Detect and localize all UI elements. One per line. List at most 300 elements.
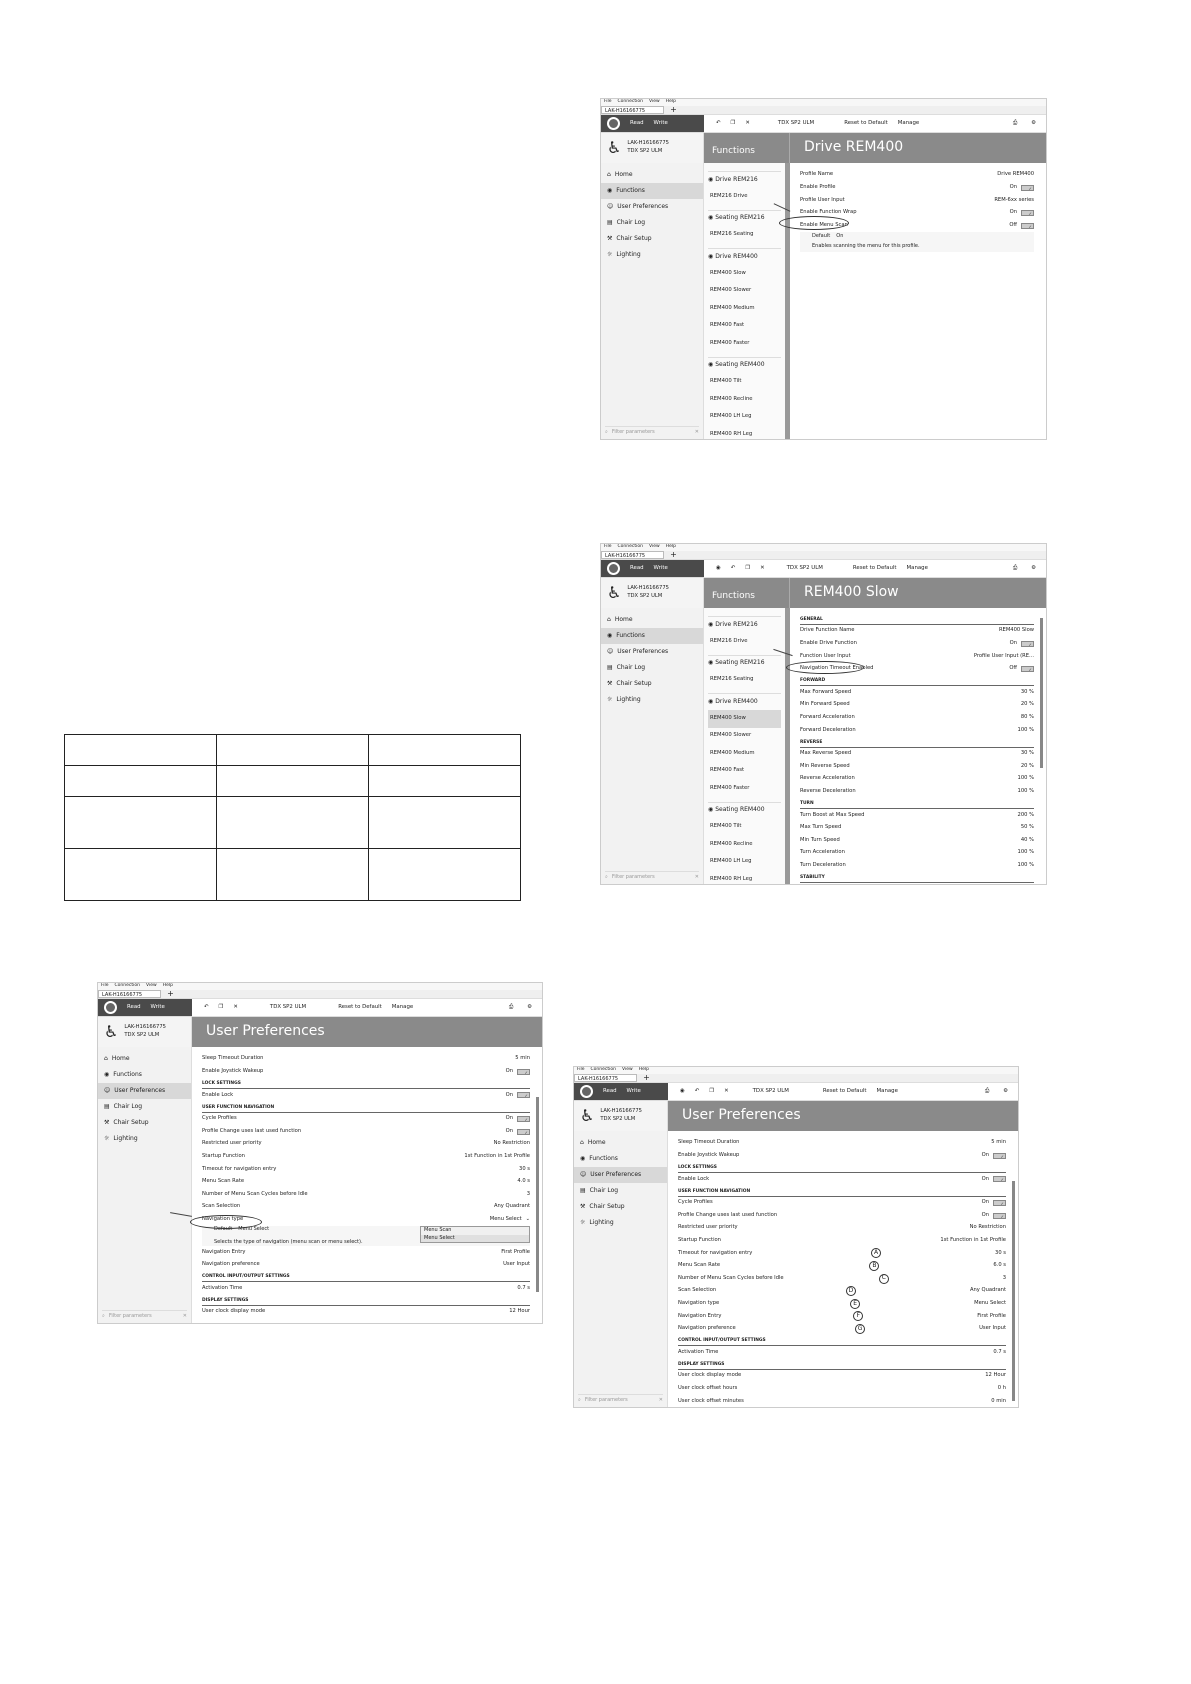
- param-label: User clock display mode: [202, 1308, 266, 1315]
- default-info: [800, 232, 1034, 242]
- scrollbar[interactable]: [1040, 618, 1043, 768]
- param-value-group: [1009, 223, 1034, 229]
- settings-icon[interactable]: ⚙: [1003, 1087, 1008, 1094]
- clear-icon[interactable]: ✕: [694, 873, 699, 880]
- tree-group-drive-rem400[interactable]: [708, 248, 781, 265]
- param-value: 0 min: [991, 1397, 1006, 1404]
- param-row-startup-function[interactable]: [678, 1235, 1006, 1248]
- settings-icon[interactable]: ⚙: [1031, 564, 1036, 571]
- nav-functions[interactable]: [98, 1067, 191, 1083]
- functions-header: Functions: [704, 578, 790, 608]
- section-header: LOCK SETTINGS: [678, 1162, 1006, 1173]
- nav-label: Functions: [589, 1154, 618, 1162]
- toggle-checkbox[interactable]: ✓: [993, 1176, 1006, 1182]
- menu-connection[interactable]: Connection: [590, 1067, 616, 1073]
- nav-label: User Preferences: [617, 202, 669, 210]
- param-row-enable-drive-function[interactable]: [800, 638, 1034, 651]
- table-cell: [217, 797, 369, 849]
- device-tab-row: [98, 990, 542, 999]
- filter-input[interactable]: [578, 1394, 663, 1404]
- nav-home[interactable]: [601, 612, 703, 628]
- param-row-activation-time[interactable]: [678, 1346, 1006, 1359]
- toggle-checkbox[interactable]: ✓: [1021, 185, 1034, 191]
- functions-icon: ◉: [104, 1070, 110, 1078]
- param-row-enable-profile[interactable]: [800, 182, 1034, 195]
- param-label: Turn Deceleration: [800, 861, 846, 868]
- write-button[interactable]: Write: [653, 119, 668, 126]
- menu-help[interactable]: Help: [665, 99, 676, 105]
- param-label: Reverse Deceleration: [800, 787, 856, 794]
- copy-icon[interactable]: ❐: [745, 564, 751, 571]
- tree-item-rem400-recline[interactable]: REM400 Recline: [710, 395, 753, 402]
- device-info: [601, 578, 704, 608]
- nav-chair-setup[interactable]: [98, 1115, 191, 1131]
- write-button[interactable]: Write: [626, 1087, 641, 1094]
- toolbar: [98, 999, 542, 1017]
- function-group-icon: ◉: [708, 175, 714, 183]
- param-row-navigation-entry[interactable]: [202, 1246, 530, 1259]
- settings-icon[interactable]: ⚙: [1031, 119, 1036, 126]
- save-icon[interactable]: ⎙: [508, 1003, 514, 1010]
- param-row-profile-change-uses-last-used-function[interactable]: [202, 1125, 530, 1138]
- section-header: USER FUNCTION NAVIGATION: [202, 1102, 530, 1113]
- param-value-group: [1009, 666, 1034, 672]
- toggle-checkbox[interactable]: ✓: [517, 1129, 530, 1135]
- menu-help[interactable]: Help: [162, 983, 173, 989]
- copy-icon[interactable]: ❐: [218, 1003, 224, 1010]
- nav-chair-log[interactable]: [601, 660, 703, 676]
- param-row-startup-function[interactable]: [202, 1151, 530, 1164]
- nav-label: Lighting: [616, 250, 641, 258]
- nav-chair-setup[interactable]: [601, 231, 703, 247]
- param-value: 30 %: [1020, 688, 1034, 695]
- add-tab-icon[interactable]: +: [670, 104, 677, 114]
- param-value-group: [879, 1274, 1006, 1284]
- close-icon[interactable]: ✕: [233, 1003, 238, 1010]
- param-row-navigation-type[interactable]: [678, 1298, 1006, 1311]
- clear-icon[interactable]: ✕: [658, 1396, 663, 1403]
- param-row-forward-acceleration[interactable]: [800, 712, 1034, 725]
- power-icon[interactable]: [580, 1085, 593, 1098]
- toolbar: [601, 115, 1046, 133]
- filter-input[interactable]: [605, 426, 699, 436]
- navigation-type-dropdown-list[interactable]: [420, 1226, 530, 1243]
- search-icon: ⌕: [605, 428, 608, 435]
- menu-bar: [98, 983, 542, 990]
- tree-item-rem216-drive[interactable]: REM216 Drive: [710, 637, 748, 644]
- toggle-checkbox[interactable]: ✓: [993, 1213, 1006, 1219]
- write-button[interactable]: Write: [150, 1003, 165, 1010]
- tree-item-rem400-rh-leg[interactable]: REM400 RH Leg: [710, 430, 753, 437]
- add-tab-icon[interactable]: +: [167, 988, 174, 998]
- nav-functions[interactable]: [601, 628, 703, 644]
- param-row-user-clock-display-mode[interactable]: [202, 1306, 530, 1319]
- param-value-group: [506, 1129, 530, 1135]
- menu-connection[interactable]: Connection: [617, 544, 643, 550]
- device-tab[interactable]: LAK-H16166775: [574, 1074, 637, 1082]
- menu-view[interactable]: View: [146, 983, 157, 989]
- nav-lighting[interactable]: [574, 1215, 667, 1231]
- manage-button[interactable]: Manage: [906, 564, 928, 571]
- nav-label: Home: [111, 1054, 130, 1062]
- nav-label: Lighting: [113, 1134, 138, 1142]
- nav-home[interactable]: [601, 167, 703, 183]
- param-value-group: [997, 172, 1034, 178]
- menu-file[interactable]: File: [101, 983, 109, 989]
- toggle-checkbox[interactable]: ✓: [1021, 210, 1034, 216]
- param-row-scan-selection[interactable]: [678, 1285, 1006, 1298]
- toggle-checkbox[interactable]: ✓: [517, 1116, 530, 1122]
- param-value-group: [1018, 728, 1034, 734]
- manage-button[interactable]: Manage: [897, 119, 920, 126]
- nav-user-preferences[interactable]: [601, 199, 703, 215]
- setup-icon: ⚒: [607, 679, 613, 687]
- param-row-menu-scan-rate[interactable]: [678, 1260, 1006, 1273]
- param-row-restricted-user-priority[interactable]: [202, 1138, 530, 1151]
- table-cell: [369, 735, 521, 766]
- main-body: [98, 1047, 542, 1323]
- nav-functions[interactable]: [601, 183, 703, 199]
- param-row-cycle-profiles[interactable]: [678, 1197, 1006, 1210]
- tree-item-rem216-seating[interactable]: REM216 Seating: [710, 231, 754, 238]
- param-row-enable-lock[interactable]: [678, 1173, 1006, 1186]
- param-row-navigation-preference[interactable]: [678, 1323, 1006, 1336]
- menu-bar: [574, 1067, 1018, 1074]
- settings-icon[interactable]: ⚙: [527, 1003, 532, 1010]
- toggle-checkbox[interactable]: ✓: [517, 1092, 530, 1098]
- device-tab[interactable]: LAK-H16166775: [601, 551, 664, 559]
- param-value-group: [506, 1092, 530, 1098]
- tree-item-rem400-faster[interactable]: REM400 Faster: [710, 784, 750, 791]
- param-value-group: [1010, 210, 1034, 216]
- param-row-cycle-profiles[interactable]: [202, 1113, 530, 1126]
- param-row-drive-function-name[interactable]: [800, 625, 1034, 638]
- clear-icon[interactable]: ✕: [694, 428, 699, 435]
- param-default-info: [202, 1226, 530, 1246]
- nav-label: Chair Log: [616, 218, 646, 226]
- close-icon[interactable]: ✕: [760, 564, 765, 571]
- param-value-group: [517, 1286, 530, 1292]
- param-row-turn-deceleration[interactable]: [800, 860, 1034, 873]
- undo-icon[interactable]: ↶: [204, 1003, 209, 1010]
- param-row-max-turn-speed[interactable]: [800, 822, 1034, 835]
- param-value-group: [991, 1140, 1006, 1146]
- tree-group-drive-rem400[interactable]: [708, 693, 781, 710]
- param-value-group: [974, 654, 1034, 660]
- param-row-max-reverse-speed[interactable]: [800, 748, 1034, 761]
- copy-icon[interactable]: ❐: [709, 1087, 715, 1094]
- nav-user-preferences[interactable]: [98, 1083, 191, 1099]
- default-value: On: [836, 233, 844, 240]
- toggle-checkbox[interactable]: ✓: [993, 1200, 1006, 1206]
- param-row-user-clock-display-mode[interactable]: [678, 1370, 1006, 1383]
- param-value: On: [505, 1091, 513, 1098]
- param-value: 0 h: [997, 1384, 1006, 1391]
- nav-chair-log[interactable]: [98, 1099, 191, 1115]
- param-value-group: [503, 1262, 530, 1268]
- tree-group-seating-rem216[interactable]: [708, 655, 781, 672]
- nav-lighting[interactable]: [98, 1131, 191, 1147]
- power-icon[interactable]: [607, 117, 620, 130]
- reset-default-button[interactable]: Reset to Default: [852, 564, 897, 571]
- blank-table: [64, 734, 521, 901]
- save-icon[interactable]: ⎙: [1012, 564, 1018, 571]
- header-row: [601, 578, 1046, 608]
- param-row-profile-user-input[interactable]: [800, 194, 1034, 207]
- setup-icon: ⚒: [104, 1118, 110, 1126]
- filter-input[interactable]: [605, 871, 699, 881]
- power-icon[interactable]: [104, 1001, 117, 1014]
- nav-chair-log[interactable]: [601, 215, 703, 231]
- nav-label: Functions: [616, 631, 645, 639]
- param-row-profile-change-uses-last-used-function[interactable]: [678, 1209, 1006, 1222]
- device-tab-row: [601, 106, 1046, 115]
- param-value: REM400 Slow: [998, 627, 1034, 634]
- power-icon[interactable]: [607, 562, 620, 575]
- undo-icon[interactable]: ↶: [730, 564, 736, 571]
- param-row-sleep-timeout-duration[interactable]: [678, 1137, 1006, 1150]
- param-label: Timeout for navigation entry: [202, 1165, 277, 1172]
- tree-item-rem400-rh-leg[interactable]: REM400 RH Leg: [710, 875, 753, 882]
- section-header: DISPLAY SETTINGS: [202, 1295, 530, 1306]
- param-row-timeout-for-navigation-entry[interactable]: [202, 1163, 530, 1176]
- menu-view[interactable]: View: [649, 544, 660, 550]
- tree-item-rem400-medium[interactable]: REM400 Medium: [710, 749, 755, 756]
- tree-group-seating-rem216[interactable]: [708, 210, 781, 227]
- param-row-menu-scan-rate[interactable]: [202, 1176, 530, 1189]
- function-group-icon: ◉: [708, 659, 714, 667]
- log-icon: ▤: [607, 218, 613, 226]
- param-row-max-forward-speed[interactable]: [800, 686, 1034, 699]
- undo-icon[interactable]: ↶: [694, 1087, 700, 1094]
- scrollbar[interactable]: [1012, 1181, 1015, 1401]
- tree-item-rem216-seating[interactable]: REM216 Seating: [710, 676, 754, 683]
- param-label: Enable Joystick Wakeup: [202, 1068, 264, 1075]
- param-row-timeout-for-navigation-entry[interactable]: [678, 1247, 1006, 1260]
- nav-home[interactable]: [574, 1135, 667, 1151]
- nav-lighting[interactable]: [601, 692, 703, 708]
- save-icon[interactable]: ⎙: [984, 1087, 990, 1094]
- save-icon[interactable]: ⎙: [1012, 119, 1018, 126]
- param-row-activation-time[interactable]: [202, 1282, 530, 1295]
- default-label: Default: [214, 1225, 233, 1232]
- read-button[interactable]: Read: [127, 1003, 141, 1010]
- toggle-checkbox[interactable]: ✓: [1021, 223, 1034, 229]
- param-row-turn-boost-at-max-speed[interactable]: [800, 809, 1034, 822]
- toggle-checkbox[interactable]: ✓: [993, 1153, 1006, 1159]
- param-value: Off: [1009, 665, 1017, 672]
- tree-item-rem216-drive[interactable]: REM216 Drive: [710, 192, 748, 199]
- tree-item-rem400-slower[interactable]: REM400 Slower: [710, 732, 752, 739]
- home-icon: ⌂: [607, 170, 611, 178]
- param-label: Menu Scan Rate: [678, 1262, 721, 1269]
- menu-help[interactable]: Help: [665, 544, 676, 550]
- nav-user-preferences[interactable]: [601, 644, 703, 660]
- tree-item-rem400-tilt[interactable]: REM400 Tilt: [710, 823, 742, 830]
- param-row-user-clock-offset-minutes[interactable]: [678, 1395, 1006, 1407]
- menu-connection[interactable]: Connection: [114, 983, 140, 989]
- tree-item-rem400-lh-leg[interactable]: REM400 LH Leg: [710, 413, 752, 420]
- menu-view[interactable]: View: [622, 1067, 633, 1073]
- param-label: Timeout for navigation entry: [678, 1249, 753, 1256]
- dropdown-option-menu-scan[interactable]: Menu Scan: [424, 1227, 452, 1234]
- param-value-group: [982, 1153, 1006, 1159]
- toggle-checkbox[interactable]: ✓: [517, 1069, 530, 1075]
- param-value: 0.7 s: [993, 1348, 1006, 1355]
- menu-help[interactable]: Help: [638, 1067, 649, 1073]
- tree-group-drive-rem216[interactable]: [708, 171, 781, 188]
- device-tab[interactable]: LAK-H16166775: [601, 106, 664, 114]
- param-label: Navigation preference: [678, 1325, 736, 1332]
- param-value: 3: [526, 1190, 530, 1197]
- param-value-group: [1018, 776, 1034, 782]
- tree-group-label: Drive REM400: [715, 252, 758, 260]
- nav-chair-setup[interactable]: [601, 676, 703, 692]
- param-value-group: [517, 1179, 530, 1185]
- tree-item-rem400-medium[interactable]: REM400 Medium: [710, 304, 755, 311]
- reset-default-button[interactable]: Reset to Default: [844, 119, 888, 126]
- tree-item-rem400-faster[interactable]: REM400 Faster: [710, 339, 750, 346]
- tree-item-rem400-fast[interactable]: REM400 Fast: [710, 767, 745, 774]
- write-button[interactable]: Write: [653, 564, 668, 571]
- param-row-profile-name[interactable]: [800, 169, 1034, 182]
- param-row-enable-joystick-wakeup[interactable]: [678, 1150, 1006, 1163]
- tree-item-rem400-slow[interactable]: REM400 Slow: [710, 269, 746, 276]
- undo-icon[interactable]: ↶: [716, 119, 721, 126]
- nav-label: User Preferences: [590, 1170, 642, 1178]
- functions-icon: ◉: [607, 186, 613, 194]
- tree-item-rem400-recline[interactable]: REM400 Recline: [710, 840, 753, 847]
- manage-button[interactable]: Manage: [391, 1003, 414, 1010]
- nav-user-preferences[interactable]: [574, 1167, 667, 1183]
- param-value-group: [506, 1069, 530, 1075]
- function-group-icon: ◉: [708, 252, 714, 260]
- nav-chair-setup[interactable]: [574, 1199, 667, 1215]
- param-row-min-reverse-speed[interactable]: [800, 760, 1034, 773]
- manage-button[interactable]: Manage: [876, 1087, 898, 1094]
- param-value: 5 min: [515, 1055, 530, 1062]
- nav-functions[interactable]: [574, 1151, 667, 1167]
- toggle-checkbox[interactable]: ✓: [1021, 666, 1034, 672]
- clear-icon[interactable]: ✕: [182, 1312, 187, 1319]
- param-value: 0.7 s: [517, 1284, 530, 1291]
- param-label: Min Turn Speed: [800, 836, 840, 843]
- param-row-reverse-deceleration[interactable]: [800, 786, 1034, 799]
- param-label: Sleep Timeout Duration: [678, 1139, 740, 1146]
- function-icon[interactable]: ◉: [716, 564, 721, 571]
- menu-view[interactable]: View: [649, 99, 660, 105]
- param-row-user-clock-offset-hours[interactable]: [678, 1383, 1006, 1396]
- function-group-icon: ◉: [708, 806, 714, 814]
- param-row-forward-deceleration[interactable]: [800, 724, 1034, 737]
- tree-item-rem400-tilt[interactable]: REM400 Tilt: [710, 378, 742, 385]
- nav-label: Chair Log: [616, 663, 646, 671]
- menu-file[interactable]: File: [577, 1067, 585, 1073]
- read-button[interactable]: Read: [630, 119, 644, 126]
- menu-connection[interactable]: Connection: [617, 99, 643, 105]
- section-header: TURN: [800, 798, 1034, 809]
- reset-default-button[interactable]: Reset to Default: [822, 1087, 867, 1094]
- add-tab-icon[interactable]: +: [670, 549, 677, 559]
- function-icon[interactable]: ◉: [680, 1087, 685, 1094]
- page-title: REM400 Slow: [790, 578, 1046, 608]
- menu-file[interactable]: File: [604, 99, 612, 105]
- tree-item-rem400-slow[interactable]: REM400 Slow: [708, 710, 781, 728]
- param-row-number-of-menu-scan-cycles-before-idle[interactable]: [202, 1188, 530, 1201]
- read-button[interactable]: Read: [603, 1087, 617, 1094]
- param-value: 80 %: [1020, 714, 1034, 720]
- nav-home[interactable]: [98, 1051, 191, 1067]
- param-value: 1st Function in 1st Profile: [940, 1237, 1006, 1243]
- param-row-reverse-acceleration[interactable]: [800, 773, 1034, 786]
- param-row-navigation-entry[interactable]: [678, 1310, 1006, 1323]
- param-label: Turn Acceleration: [800, 849, 845, 856]
- add-tab-icon[interactable]: +: [643, 1072, 650, 1082]
- nav-chair-log[interactable]: [574, 1183, 667, 1199]
- menu-file[interactable]: File: [604, 544, 612, 550]
- param-value-group: [515, 1056, 530, 1062]
- tree-group-seating-rem400[interactable]: [708, 357, 781, 374]
- close-icon[interactable]: ✕: [745, 119, 750, 126]
- param-value: 100 %: [1017, 787, 1034, 794]
- tree-item-rem400-lh-leg[interactable]: REM400 LH Leg: [710, 858, 752, 865]
- param-row-number-of-menu-scan-cycles-before-idle[interactable]: [678, 1272, 1006, 1285]
- read-button[interactable]: Read: [630, 564, 644, 571]
- param-value-group: [871, 1248, 1006, 1258]
- param-row-restricted-user-priority[interactable]: [678, 1222, 1006, 1235]
- dropdown-option-menu-select[interactable]: Menu Select: [421, 1235, 529, 1243]
- reset-default-button[interactable]: Reset to Default: [338, 1003, 382, 1010]
- copy-icon[interactable]: ❐: [730, 119, 736, 126]
- tree-item-rem400-fast[interactable]: REM400 Fast: [710, 322, 745, 329]
- param-row-sleep-timeout-duration[interactable]: [202, 1053, 530, 1066]
- param-row-turn-acceleration[interactable]: [800, 847, 1034, 860]
- param-row-scan-selection[interactable]: [202, 1201, 530, 1214]
- toggle-checkbox[interactable]: ✓: [1021, 641, 1034, 647]
- param-value: On: [505, 1068, 513, 1075]
- table-cell: [65, 797, 217, 849]
- param-value-group: [993, 1350, 1006, 1356]
- filter-input[interactable]: [102, 1310, 187, 1320]
- param-row-min-forward-speed[interactable]: [800, 699, 1034, 712]
- tree-group-seating-rem400[interactable]: [708, 802, 781, 819]
- param-label: Navigation Timeout Enabled: [800, 665, 874, 672]
- close-icon[interactable]: ✕: [724, 1087, 729, 1094]
- device-id: LAK-H16166775: [627, 140, 669, 147]
- nav-lighting[interactable]: [601, 247, 703, 263]
- tree-group-drive-rem216[interactable]: [708, 616, 781, 633]
- param-row-enable-lock[interactable]: [202, 1089, 530, 1102]
- param-row-min-turn-speed[interactable]: [800, 834, 1034, 847]
- chevron-down-icon[interactable]: ⌄: [525, 1215, 530, 1222]
- header-row: [98, 1017, 542, 1047]
- param-value: On: [1009, 209, 1017, 216]
- search-icon: ⌕: [578, 1396, 581, 1403]
- param-label: Navigation Entry: [202, 1248, 246, 1255]
- param-value: No Restriction: [493, 1140, 530, 1147]
- nav-label: Functions: [113, 1070, 142, 1078]
- param-label: User clock offset hours: [678, 1384, 738, 1391]
- scrollbar[interactable]: [536, 1097, 539, 1292]
- param-row-navigation-preference[interactable]: [202, 1259, 530, 1272]
- param-row-enable-joystick-wakeup[interactable]: [202, 1066, 530, 1079]
- home-icon: ⌂: [607, 615, 611, 623]
- main-body: [574, 1131, 1018, 1407]
- device-tab[interactable]: LAK-H16166775: [98, 990, 161, 998]
- tree-item-rem400-slower[interactable]: REM400 Slower: [710, 287, 752, 294]
- annotation-marker-d: D: [846, 1286, 856, 1296]
- filter-placeholder: Filter parameters: [611, 873, 655, 880]
